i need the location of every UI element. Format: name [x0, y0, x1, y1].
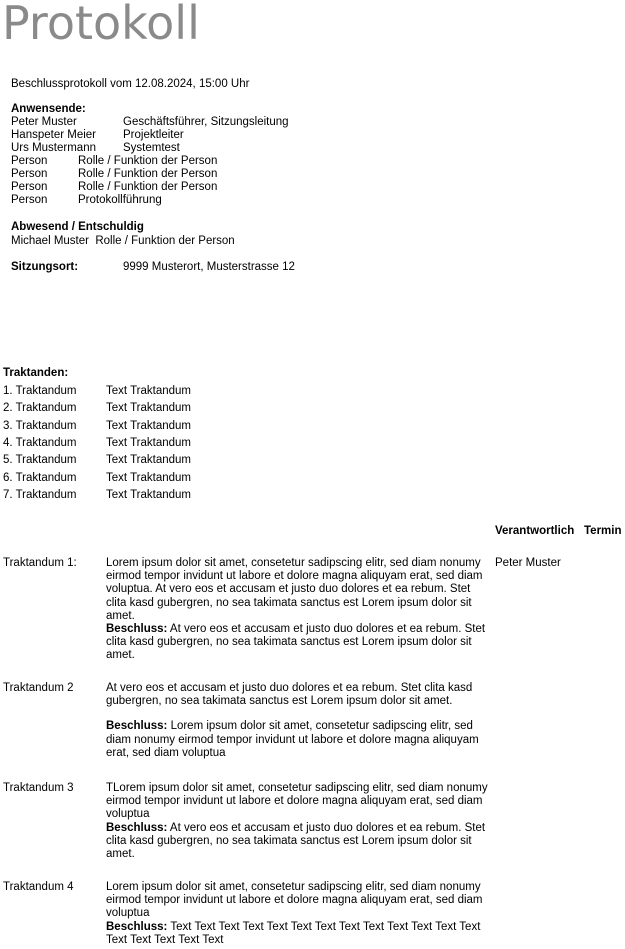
attendee-role: Systemtest [123, 142, 180, 154]
column-header-responsible: Verantwortlich [495, 525, 575, 537]
decision-label: Beschluss: [106, 821, 168, 834]
decision-label: Beschluss: [106, 920, 168, 933]
minutes-item-body [106, 557, 490, 663]
agenda-item-label: 7. Traktandum [3, 489, 77, 501]
minutes-item-text: At vero eos et accusam et justo duo dolores et ea rebum. Stet clita kasd gubergren, no sea takimata sanctus est Lorem ipsum dolor sit amet. [106, 682, 473, 708]
attendee-name: Person [11, 168, 48, 180]
minutes-decision [106, 921, 490, 947]
absent-row [11, 235, 235, 248]
attendee-name: Person [11, 155, 48, 167]
attendee-row [11, 129, 431, 142]
agenda-item [3, 489, 303, 502]
agenda-item-label: 4. Traktandum [3, 437, 77, 449]
decision-text: Lorem ipsum dolor sit amet, consetetur sadipscing elitr, sed diam nonumy eirmod tempor invidunt ut labore et dolore magna aliquyam erat, sed diam voluptua [106, 720, 479, 759]
minutes-item-label: Traktandum 1: [3, 557, 77, 569]
agenda-item-label: 6. Traktandum [3, 472, 77, 484]
attendee-role: Rolle / Funktion der Person [78, 155, 218, 167]
minutes-decision [106, 720, 490, 760]
attendee-role: Rolle / Funktion der Person [78, 181, 218, 193]
minutes-item-text: Lorem ipsum dolor sit amet, consetetur sadipscing elitr, sed diam nonumy eirmod tempor invidunt ut labore et dolore magna aliquyam erat, sed diam voluptua. At vero eos et accusam et justo duo dolores et ea rebum. Stet clita kasd gubergren, no sea takimata sanctus est Lorem ipsum dolor sit amet. [106, 557, 483, 622]
location-label: Sitzungsort: [11, 261, 79, 273]
attendee-name: Person [11, 181, 48, 193]
attendee-row [11, 181, 431, 194]
agenda-item-text: Text Traktandum [106, 472, 192, 484]
minutes-item-body [106, 782, 490, 861]
attendee-name: Peter Muster [11, 116, 77, 128]
decision-label: Beschluss: [106, 623, 168, 636]
attendee-name: Person [11, 194, 48, 206]
attendees-heading: Anwensende: [11, 103, 86, 115]
attendee-name: Hanspeter Meier [11, 129, 97, 141]
agenda-item-label: 2. Traktandum [3, 402, 77, 414]
attendee-role: Projektleiter [123, 129, 184, 141]
page-title: Protokoll [2, 0, 200, 50]
location-row [11, 261, 431, 274]
attendee-row [11, 142, 431, 155]
decision-text: At vero eos et accusam et justo duo dolores et ea rebum. Stet clita kasd gubergren, no sea takimata sanctus est Lorem ipsum dolor sit amet. [106, 623, 486, 662]
agenda-item-label: 5. Traktandum [3, 454, 77, 466]
attendee-role: Geschäftsführer, Sitzungsleitung [123, 116, 289, 128]
agenda-item [3, 420, 303, 433]
column-header-due: Termin [584, 525, 622, 537]
absent-heading: Abwesend / Entschuldig [11, 221, 144, 233]
absent-role: Rolle / Funktion der Person [95, 235, 235, 247]
attendee-role: Protokollführung [78, 194, 162, 206]
attendee-row [11, 194, 431, 207]
agenda-item-label: 3. Traktandum [3, 420, 77, 432]
attendee-row [11, 116, 431, 129]
minutes-item-text: TLorem ipsum dolor sit amet, consetetur sadipscing elitr, sed diam nonumy eirmod tempor invidunt ut labore et dolore magna aliquyam erat, sed diam voluptua [106, 782, 488, 821]
location-value: 9999 Musterort, Musterstrasse 12 [123, 261, 295, 273]
minutes-item-label: Traktandum 2 [3, 682, 74, 694]
agenda-item [3, 437, 303, 450]
agenda-item [3, 454, 303, 467]
decision-text: Text Text Text Text Text Text Text Text Text Text Text Text Text Text Text Text Text Text [106, 920, 481, 946]
protocol-subtitle: Beschlussprotokoll vom 12.08.2024, 15:00 Uhr [11, 78, 250, 90]
agenda-item-text: Text Traktandum [106, 420, 192, 432]
attendee-row [11, 155, 431, 168]
decision-label: Beschluss: [106, 720, 168, 733]
agenda-item [3, 472, 303, 485]
agenda-item-text: Text Traktandum [106, 385, 192, 397]
decision-text: At vero eos et accusam et justo duo dolores et ea rebum. Stet clita kasd gubergren, no sea takimata sanctus est Lorem ipsum dolor sit amet. [106, 821, 486, 861]
agenda-item-text: Text Traktandum [106, 489, 192, 501]
minutes-decision [106, 623, 490, 663]
agenda-item-label: 1. Traktandum [3, 385, 77, 397]
attendee-name: Urs Mustermann [11, 142, 96, 154]
attendee-row [11, 168, 431, 181]
attendee-role: Rolle / Funktion der Person [78, 168, 218, 180]
agenda-item-text: Text Traktandum [106, 402, 192, 414]
minutes-item-responsible: Peter Muster [495, 557, 561, 569]
absent-name: Michael Muster [11, 235, 89, 247]
agenda-heading: Traktanden: [3, 367, 69, 379]
agenda-item-text: Text Traktandum [106, 454, 192, 466]
minutes-item-text: Lorem ipsum dolor sit amet, consetetur sadipscing elitr, sed diam nonumy eirmod tempor invidunt ut labore et dolore magna aliquyam erat, sed diam voluptua [106, 881, 483, 920]
agenda-item-text: Text Traktandum [106, 437, 192, 449]
minutes-item-label: Traktandum 4 [3, 881, 74, 893]
minutes-item-body [106, 682, 490, 760]
agenda-item [3, 385, 303, 398]
minutes-item-body [106, 881, 490, 947]
minutes-item-label: Traktandum 3 [3, 782, 74, 794]
agenda-item [3, 402, 303, 415]
minutes-decision [106, 822, 490, 862]
